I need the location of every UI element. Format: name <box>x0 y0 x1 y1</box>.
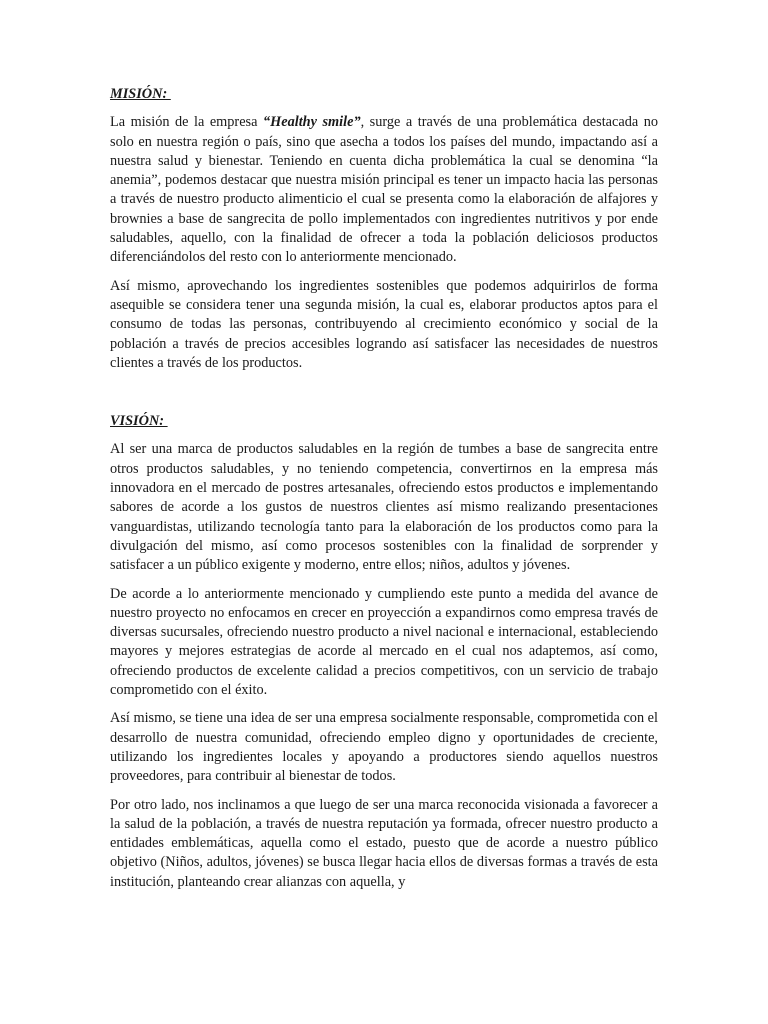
mision-paragraph-1-body: , surge a través de una problemática destacada no solo en nuestra región o país, sino que asecha a todos los países del mundo, impactando así a nuestra salud y bienestar. Teniendo en cuenta dicha problemática la cual se denomina “la anemia”, podemos destacar que nuestra misión principal es tener un impacto hacia las personas a través de nuestro producto alimenticio el cual se presenta como la elaboración de alfajores y brownies a base de sangrecita de pollo implementados con ingredientes nutritivos y por ende saludables, aquello, con la finalidad de ofrecer a toda la población deliciosos productos diferenciándolos del resto con lo anteriormente mencionado. <box>110 114 659 266</box>
vision-paragraph-3: Así mismo, se tiene una idea de ser una empresa socialmente responsable, comprometida con el desarrollo de nuestra comunidad, ofreciendo empleo digno y oportunidades de creciente, utilizando los ingredientes locales y apoyando a productores siendo aquellos nuestros proveedores, para contribuir al bienestar de todos. <box>110 710 658 785</box>
vision-paragraph-2: De acorde a lo anteriormente mencionado y cumpliendo este punto a medida del avance de nuestro proyecto no enfocamos en crecer en proyección a expandirnos como empresa través de diversas sucursales, ofreciendo nuestro producto a nivel nacional e internacional, estableciendo mayores y mejores estrategias de acorde al mercado en el cual nos adaptemos, así como, ofreciendo productos de excelente calidad a precios competitivos, con un servicio de trabajo comprometido con el éxito. <box>110 585 658 699</box>
brand-name: “Healthy smile” <box>262 114 361 131</box>
mision-paragraph-2: Así mismo, aprovechando los ingredientes sostenibles que podemos adquirirlos de forma asequible se considera tener una segunda misión, la cual es, elaborar productos aptos para el consumo de todas las personas, contribuyendo al crecimiento económico y social de la población a través de precios accesibles logrando así satisfacer las necesidades de nuestros clientes a través de los productos. <box>110 277 658 371</box>
mision-heading: MISIÓN: <box>110 86 171 102</box>
mision-paragraph-1 <box>110 113 658 267</box>
mision-paragraph-1-intro: La misión de la empresa <box>110 114 263 131</box>
vision-heading: VISIÓN: <box>110 413 168 430</box>
document-page <box>110 85 658 901</box>
vision-paragraph-1: Al ser una marca de productos saludables en la región de tumbes a base de sangrecita entre otros productos saludables, y no teniendo competencia, convertirnos en la empresa más innovadora en el mercado de postres artesanales, ofreciendo estos productos e implementando sabores de acorde a los gustos de nuestros clientes así mismo realizando presentaciones vanguardistas, utilizando tecnología tanto para la elaboración de los productos como para la divulgación del mismo, así como procesos sostenibles con la finalidad de sorprender y satisfacer a un público exigente y moderno, entre ellos; niños, adultos y jóvenes. <box>110 441 658 574</box>
vision-paragraph-4: Por otro lado, nos inclinamos a que luego de ser una marca reconocida visionada a favorecer a la salud de la población, a través de nuestra reputación ya formada, ofrecer nuestro producto a entidades emblemáticas, aquella como el estado, puesto que de acorde a nuestro público objetivo (Niños, adultos, jóvenes) se busca llegar hacia ellos de diversas formas a través de esta institución, planteando crear alianzas con aquella, y <box>110 796 658 890</box>
